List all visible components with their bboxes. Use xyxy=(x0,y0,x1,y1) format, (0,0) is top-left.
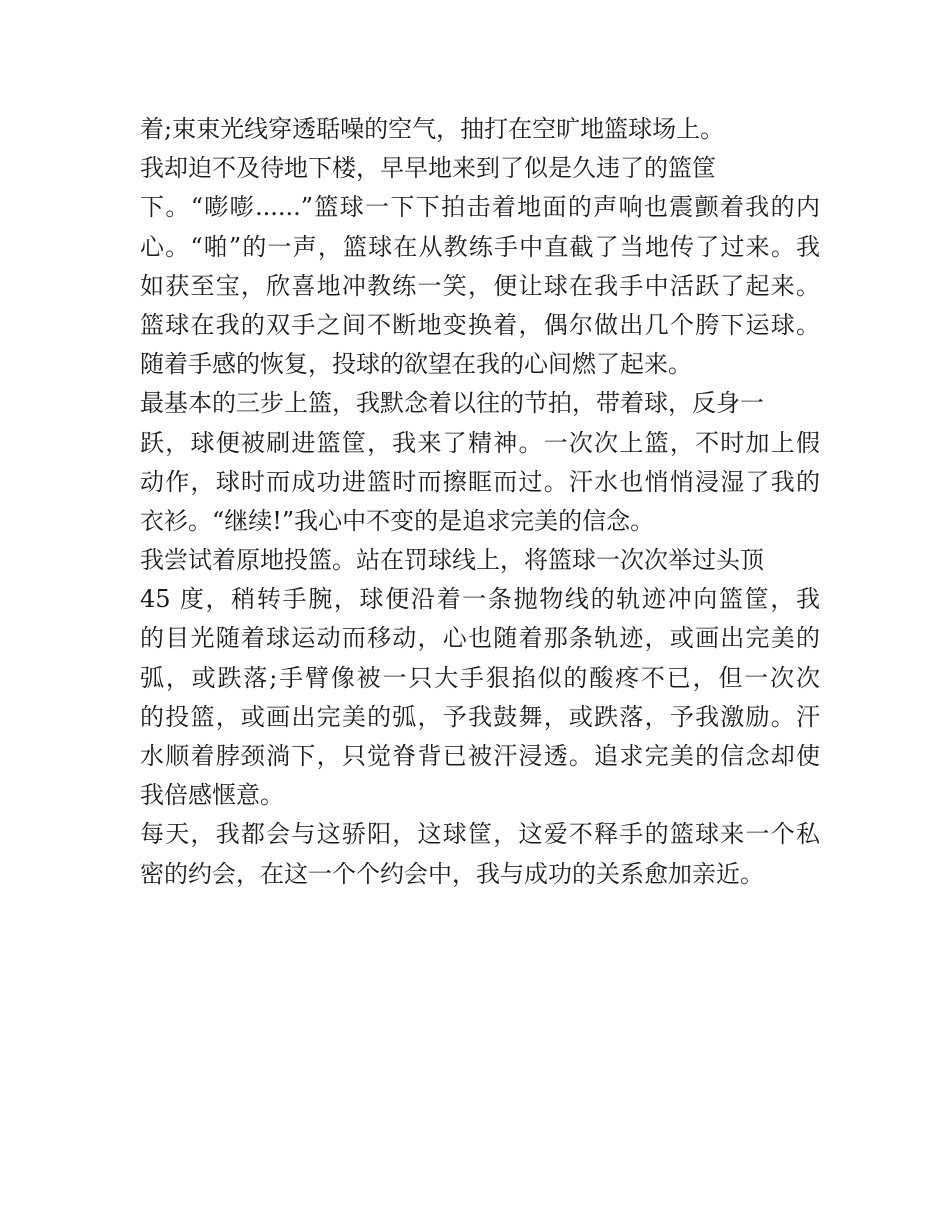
text-line: 着;束束光线穿透聒噪的空气，抽打在空旷地篮球场上。 xyxy=(140,115,725,143)
text-line: 的目光随着球运动而移动，心也随着那条轨迹，或画出完美的 xyxy=(140,624,820,653)
text-line: 随着手感的恢复，投球的欲望在我的心间燃了起来。 xyxy=(140,350,692,379)
text-line: 篮球在我的双手之间不断地变换着，偶尔做出几个胯下运球。 xyxy=(140,310,820,339)
text-line: 下。“嘭嘭......”篮球一下下拍击着地面的声响也震颤着我的内 xyxy=(140,193,820,222)
text-line: 最基本的三步上篮，我默念着以往的节拍，带着球，反身一 xyxy=(140,389,764,418)
text-line: 每天，我都会与这骄阳，这球筐，这爱不释手的篮球来一个私 xyxy=(140,820,820,849)
text-line: 心。“啪”的一声，篮球在从教练手中直截了当地传了过来。我 xyxy=(140,232,820,261)
text-line: 的投篮，或画出完美的弧，予我鼓舞，或跌落，予我激励。汗 xyxy=(140,702,820,731)
text-line: 我却迫不及待地下楼，早早地来到了似是久违了的篮筐 xyxy=(140,154,716,183)
text-line: 水顺着脖颈淌下，只觉脊背已被汗浸透。追求完美的信念却使 xyxy=(140,742,820,770)
text-line: 弧，或跌落;手臂像被一只大手狠掐似的酸疼不已，但一次次 xyxy=(140,663,820,692)
text-line: 45 度，稍转手腕，球便沿着一条抛物线的轨迹冲向篮筐，我 xyxy=(140,585,820,614)
text-line: 我倍感惬意。 xyxy=(140,781,284,810)
text-line: 如获至宝，欣喜地冲教练一笑，便让球在我手中活跃了起来。 xyxy=(140,271,820,300)
text-line: 密的约会，在这一个个约会中，我与成功的关系愈加亲近。 xyxy=(140,859,764,888)
text-line: 衣衫。“继续!”我心中不变的是追求完美的信念。 xyxy=(140,506,655,535)
text-line: 我尝试着原地投篮。站在罚球线上，将篮球一次次举过头顶 xyxy=(140,546,764,575)
body-text xyxy=(140,110,820,894)
text-line: 跃，球便被刷进篮筐，我来了精神。一次次上篮，不时加上假 xyxy=(140,428,820,457)
text-line: 动作，球时而成功进篮时而擦眶而过。汗水也悄悄浸湿了我的 xyxy=(140,467,820,496)
